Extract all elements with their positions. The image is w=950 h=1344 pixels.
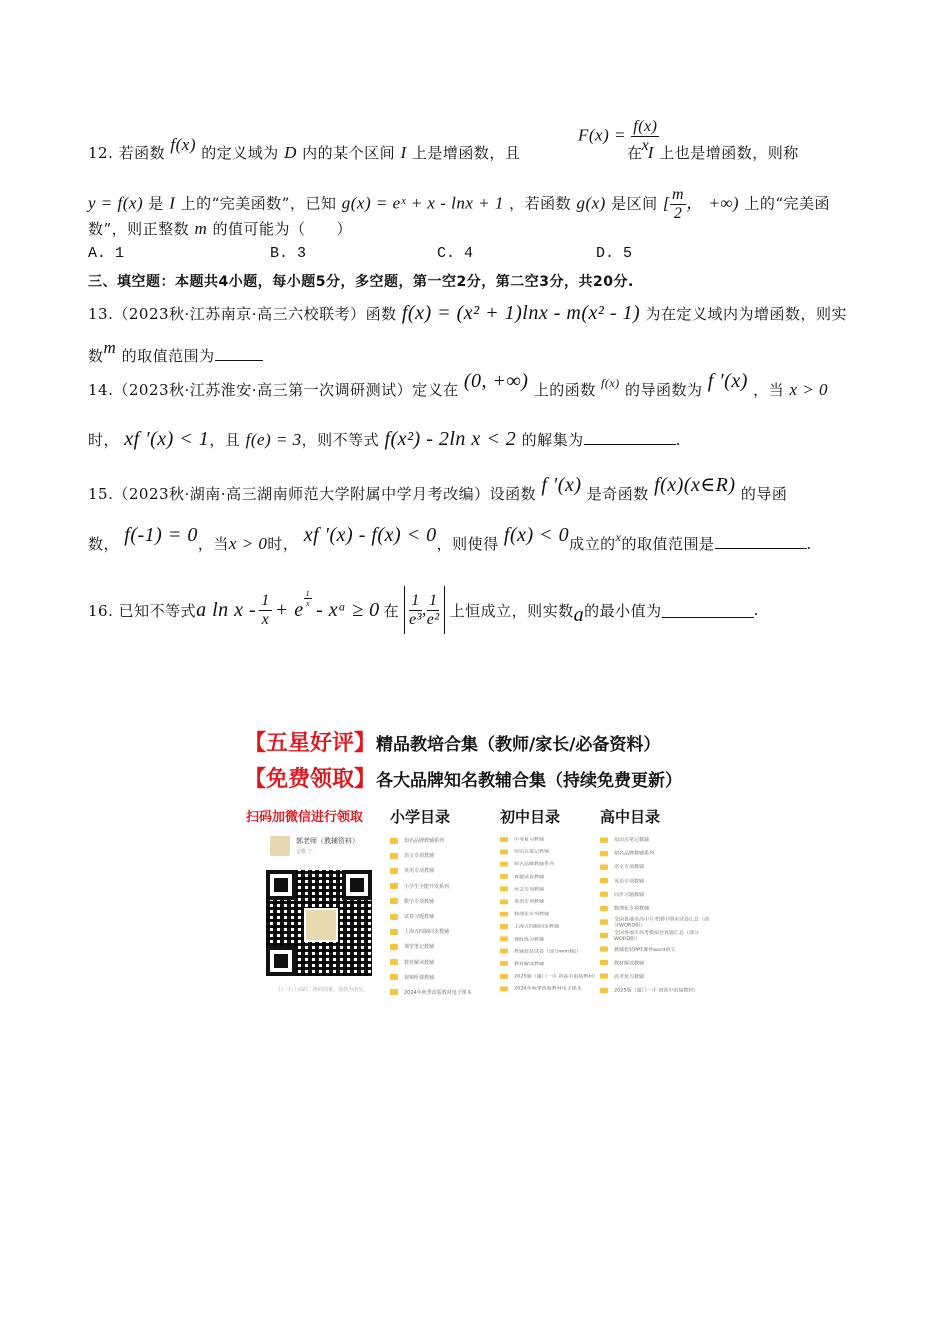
folder-icon: [500, 961, 508, 966]
text: 为在定义域内为增函数，则实: [645, 305, 847, 323]
folder-label: 真题试卷教辅: [514, 874, 545, 880]
text: 上的函数: [533, 381, 596, 399]
math-ineq: xf ′(x) - f(x) < 0: [303, 524, 437, 546]
folder-label: 数学专项教辅: [404, 898, 435, 905]
math-part3: - xᵃ ≥ 0: [316, 598, 380, 621]
num: 1: [411, 591, 420, 609]
folder-icon: [390, 883, 398, 889]
math-interval-rest: ， +∞): [686, 193, 740, 213]
exponent-fraction: [304, 589, 313, 608]
folder-label: 2024年秋季改版教材电子课本: [404, 989, 472, 996]
folder-label: 教辅套装PPT课件word讲义: [614, 946, 676, 953]
folder-icon: [390, 974, 398, 980]
period: .: [806, 535, 812, 553]
q14-line2: [88, 428, 681, 451]
math-D: D: [284, 143, 297, 162]
math-x: x: [615, 530, 622, 544]
folder-icon: [500, 887, 508, 892]
den: 2: [673, 205, 683, 222]
folder-icon: [600, 864, 608, 869]
column-primary: [390, 806, 472, 1000]
folder-item: [600, 874, 710, 888]
math-cond: x > 0: [789, 380, 828, 399]
folder-item: [390, 985, 472, 1000]
folder-item: [390, 879, 472, 894]
folder-icon: [600, 837, 608, 842]
folder-item: [600, 983, 710, 997]
upper-bound: [427, 592, 440, 629]
folder-item: [390, 863, 472, 878]
qr-code[interactable]: [266, 870, 372, 976]
math-I: I: [400, 143, 407, 162]
text: 的取值范围为: [121, 347, 215, 365]
interval-brackets: $\frac{1}{\text{e³}}$ , $\frac{1}{\text{e²}}$: [404, 586, 445, 634]
answer-blank[interactable]: [584, 430, 676, 445]
folder-item: [600, 847, 710, 861]
folder-label: 数理化专项教辅: [514, 911, 550, 917]
folder-icon: [390, 959, 398, 965]
math-ineq2: f(x) < 0: [503, 524, 570, 546]
folder-label: 全国各地市高中月考期中期末试卷汇总（部分WORD版）: [614, 916, 710, 929]
qr-caption: 扫一扫上面的二维码图案，加我为朋友。: [278, 987, 369, 993]
text: 的解集为: [521, 431, 584, 449]
text: ，则不等式: [301, 431, 380, 449]
folder-label: 教材解读教辅: [404, 959, 435, 966]
contact-name: 郭老师（教辅资料）: [296, 837, 359, 845]
column-title: 初中目录: [500, 808, 561, 826]
text: 上也是增函数，则称: [659, 144, 799, 162]
folder-label: 小学生全能开发系列: [404, 883, 450, 890]
text: 是奇函数: [586, 485, 649, 503]
folder-label: 知识点笔记教辅: [614, 837, 650, 843]
contact-sub: 安徽 宁: [296, 849, 313, 855]
folder-icon: [500, 924, 508, 929]
q13-line2: [88, 338, 263, 366]
math-fprime: f ′(x): [541, 474, 582, 496]
text: 的值可能为（ ）: [212, 220, 353, 238]
math-fx: f(x): [601, 376, 620, 390]
column-junior: [500, 806, 598, 1030]
folder-label: 知名品牌教辅系列: [614, 851, 655, 857]
math-fx: f(x): [170, 135, 196, 154]
folder-item: [390, 939, 472, 954]
folder-item: [500, 870, 598, 882]
folder-label: 课堂笔记教辅: [404, 944, 435, 951]
q12-line1: [88, 135, 799, 163]
section3-heading: 三、填空题：本题共4小题，每小题5分，多空题，第一空2分，第二空3分，共20分.: [88, 274, 634, 290]
promo-black: 各大品牌知名教辅合集（持续免费更新）: [376, 771, 683, 791]
folder-icon: [390, 853, 398, 859]
text: 时，: [88, 431, 120, 449]
folder-label: 知名品牌教辅系列: [514, 862, 555, 868]
text: 的定义域为: [201, 144, 279, 162]
F-lhs: F(x) =: [578, 125, 626, 145]
math-fe: f(e) = 3: [245, 430, 302, 449]
folder-label: 视频听课教辅: [404, 974, 435, 981]
text: ，若函数: [509, 194, 572, 213]
option-c: C. 4: [437, 245, 474, 262]
q16-line: [88, 582, 759, 638]
folder-icon: [390, 989, 398, 995]
folder-icon: [500, 911, 508, 916]
folder-label: 2025版（厦门一中 初高中衔接教材）: [514, 974, 599, 980]
answer-blank[interactable]: [715, 534, 807, 549]
math-ineq2: f(x²) - 2ln x < 2: [384, 428, 517, 450]
text: 的取值范围是: [621, 535, 715, 553]
folder-item: [500, 920, 598, 932]
one-over-x: [259, 592, 272, 629]
folder-item: [600, 901, 710, 915]
q15-line2: [88, 524, 812, 555]
folder-item: [500, 833, 598, 845]
math-y-eq: y = f(x): [88, 193, 144, 213]
answer-blank[interactable]: [662, 603, 754, 618]
folder-icon: [500, 986, 508, 991]
folder-icon: [500, 949, 508, 954]
qr-avatar: [304, 908, 338, 942]
math-fx-domain: f(x)(x∈R): [654, 474, 736, 496]
folder-item: [500, 970, 598, 982]
folder-item: [500, 933, 598, 945]
folder-item: [600, 860, 710, 874]
F-den: x: [641, 137, 650, 154]
folder-item: [390, 909, 472, 924]
folder-item: [390, 833, 472, 848]
den: e³: [409, 610, 422, 628]
folder-item: [500, 982, 598, 994]
text: 13.（2023秋·江苏南京·高三六校联考）函数: [88, 305, 397, 323]
column-title: 小学目录: [390, 808, 451, 826]
folder-label: 上海五四制同步教辅: [404, 929, 450, 936]
folder-icon: [600, 960, 608, 965]
promo-black: 精品教培合集（教师/家长/必备资料）: [376, 735, 661, 755]
math-I: I: [647, 143, 654, 162]
folder-label: 英语专项教辅: [404, 868, 435, 875]
folder-item: [390, 848, 472, 863]
folder-label: 英语专项教辅: [614, 878, 645, 884]
folder-item: [600, 888, 710, 902]
text: ，当: [197, 535, 229, 553]
text: ，则使得: [436, 535, 499, 553]
text: 上的“完美函数”，已知: [180, 194, 337, 213]
math-f-minus1: f(-1) = 0: [124, 524, 198, 546]
text: 上是增函数，且: [411, 144, 521, 162]
folder-icon: [390, 944, 398, 950]
contact-avatar: [270, 836, 290, 856]
folder-label: 教材解读教辅: [514, 961, 545, 967]
folder-icon: [390, 868, 398, 874]
text: ，当: [753, 381, 785, 399]
text: 14.（2023秋·江苏淮安·高三第一次调研测试）定义在: [88, 381, 459, 399]
folder-icon: [500, 974, 508, 979]
math-m: m: [194, 219, 208, 238]
q14-line1: [88, 370, 828, 401]
folder-icon: [500, 874, 508, 879]
math-ineq1: xf ′(x) < 1: [124, 428, 210, 450]
folder-item: [390, 955, 472, 970]
folder-label: 教辅套装试卷（部分word版）: [514, 949, 582, 955]
text: 的导函: [740, 485, 788, 503]
folder-item: [500, 958, 598, 970]
num: 1: [261, 591, 270, 609]
math-bracket: [: [662, 193, 671, 213]
option-b: B. 3: [270, 245, 307, 262]
option-a: A. 1: [88, 245, 125, 262]
folder-icon: [600, 905, 608, 910]
text: 数: [88, 347, 104, 365]
folder-item: [500, 908, 598, 920]
folder-item: [390, 924, 472, 939]
num: m: [672, 186, 685, 203]
folder-item: [500, 858, 598, 870]
folder-label: 教材解读教辅: [614, 960, 645, 967]
folder-item: [500, 883, 598, 895]
promo-banner: [244, 724, 710, 994]
folder-item: [600, 915, 710, 929]
text: 在: [626, 144, 643, 162]
q15-line1: [88, 474, 788, 505]
folder-icon: [390, 929, 398, 935]
math-gx: g(x): [576, 193, 606, 213]
text: 在: [383, 601, 400, 620]
text: 是: [148, 194, 164, 213]
folder-label: 上海五四制同步教辅: [514, 924, 560, 930]
folder-icon: [600, 878, 608, 883]
folder-item: [500, 895, 598, 907]
folder-icon: [600, 933, 608, 938]
period: .: [675, 431, 681, 449]
folder-label: 英语专项教辅: [514, 899, 545, 905]
F-num: f(x): [633, 118, 658, 135]
math-m: m: [103, 338, 117, 357]
den: x: [261, 610, 270, 628]
q13-line1: [88, 302, 847, 325]
folder-label: 知名品牌教辅系列: [404, 838, 445, 845]
folder-label: 中考复习教辅: [514, 837, 545, 843]
math-formula: f(x) = (x² + 1)lnx - m(x² - 1): [401, 302, 641, 324]
m-over-2: [670, 186, 686, 223]
folder-icon: [390, 898, 398, 904]
lower-bound: [409, 592, 422, 629]
folder-icon: [500, 899, 508, 904]
folder-icon: [500, 862, 508, 867]
folder-icon: [600, 919, 608, 924]
folder-label: 语文专项教辅: [614, 864, 645, 871]
promo-line2: [244, 762, 682, 793]
text: 的最小值为: [584, 601, 662, 620]
folder-icon: [600, 892, 608, 897]
promo-line1: [244, 726, 660, 757]
period: .: [753, 601, 759, 619]
q12-line3: [88, 218, 352, 239]
text: 数，: [88, 535, 120, 553]
math-part1: a ln x -: [196, 598, 257, 621]
column-title: 高中目录: [600, 808, 661, 826]
math-g-def: g(x) = eˣ + x - lnx + 1: [341, 193, 504, 213]
folder-label: 语文专项教辅: [514, 886, 545, 892]
text: 上的“完美函: [744, 194, 831, 213]
folder-item: [600, 929, 710, 943]
folder-icon: [500, 837, 508, 842]
folder-label: 高考复习教辅: [614, 974, 645, 980]
text: ，且: [209, 431, 241, 449]
text: 数”，则正整数: [88, 220, 190, 238]
text: 的导函数为: [624, 381, 703, 399]
text: 是区间: [611, 194, 658, 213]
folder-label: 2025版（厦门一中 初高中衔接教材）: [614, 987, 699, 994]
scan-instruction: 扫码加微信进行领取: [246, 810, 364, 825]
folder-item: [600, 833, 710, 847]
folder-icon: [600, 987, 608, 992]
folder-label: 语文专项教辅: [404, 853, 435, 860]
den: x: [305, 598, 310, 608]
folder-item: [500, 845, 598, 857]
math-I: I: [169, 193, 176, 213]
folder-item: [390, 970, 472, 985]
folder-item: [600, 970, 710, 984]
math-a: a: [573, 603, 585, 626]
folder-icon: [390, 914, 398, 920]
den: e²: [426, 610, 440, 628]
option-d: D. 5: [596, 245, 633, 262]
folder-icon: [390, 838, 398, 844]
folder-item: [600, 956, 710, 970]
folder-label: 2024年秋季改版教材电子课本: [514, 986, 582, 992]
folder-icon: [600, 946, 608, 951]
folder-label: 课时练习教辅: [514, 936, 545, 942]
num: 1: [305, 588, 311, 598]
promo-red: 【五星好评】: [244, 731, 377, 756]
folder-icon: [500, 936, 508, 941]
folder-label: 全国各地市高考模拟卷真题汇总（部分WORD版）: [614, 930, 700, 942]
text: 12. 若函数: [88, 144, 166, 162]
text: 内的某个区间: [302, 144, 396, 162]
num: 1: [428, 591, 438, 609]
folder-item: [390, 894, 472, 909]
text: 15.（2023秋·湖南·高三湖南师范大学附属中学月考改编）设函数: [88, 485, 537, 503]
text: 上恒成立，则实数: [449, 601, 574, 620]
folder-item: [600, 942, 710, 956]
folder-label: 知识点笔记教辅: [514, 849, 550, 855]
folder-icon: [500, 849, 508, 854]
math-cond: x > 0: [228, 534, 268, 553]
folder-item: [500, 945, 598, 957]
text: 时，: [267, 535, 299, 553]
folder-icon: [600, 974, 608, 979]
folder-label: 试卷习题教辅: [404, 914, 435, 921]
folder-icon: [600, 851, 608, 856]
text: 成立的: [569, 535, 616, 553]
promo-red: 【免费领取】: [244, 767, 377, 792]
math-part2: + e: [274, 598, 304, 621]
column-senior: [600, 806, 710, 1015]
text: 16. 已知不等式: [88, 601, 197, 620]
answer-blank[interactable]: [215, 346, 263, 361]
math-domain: (0, +∞): [463, 370, 529, 392]
folder-label: 数理化专项教辅: [614, 905, 650, 912]
folder-label: 同步习题教辅: [614, 892, 645, 898]
math-fprime: f ′(x): [707, 370, 748, 392]
